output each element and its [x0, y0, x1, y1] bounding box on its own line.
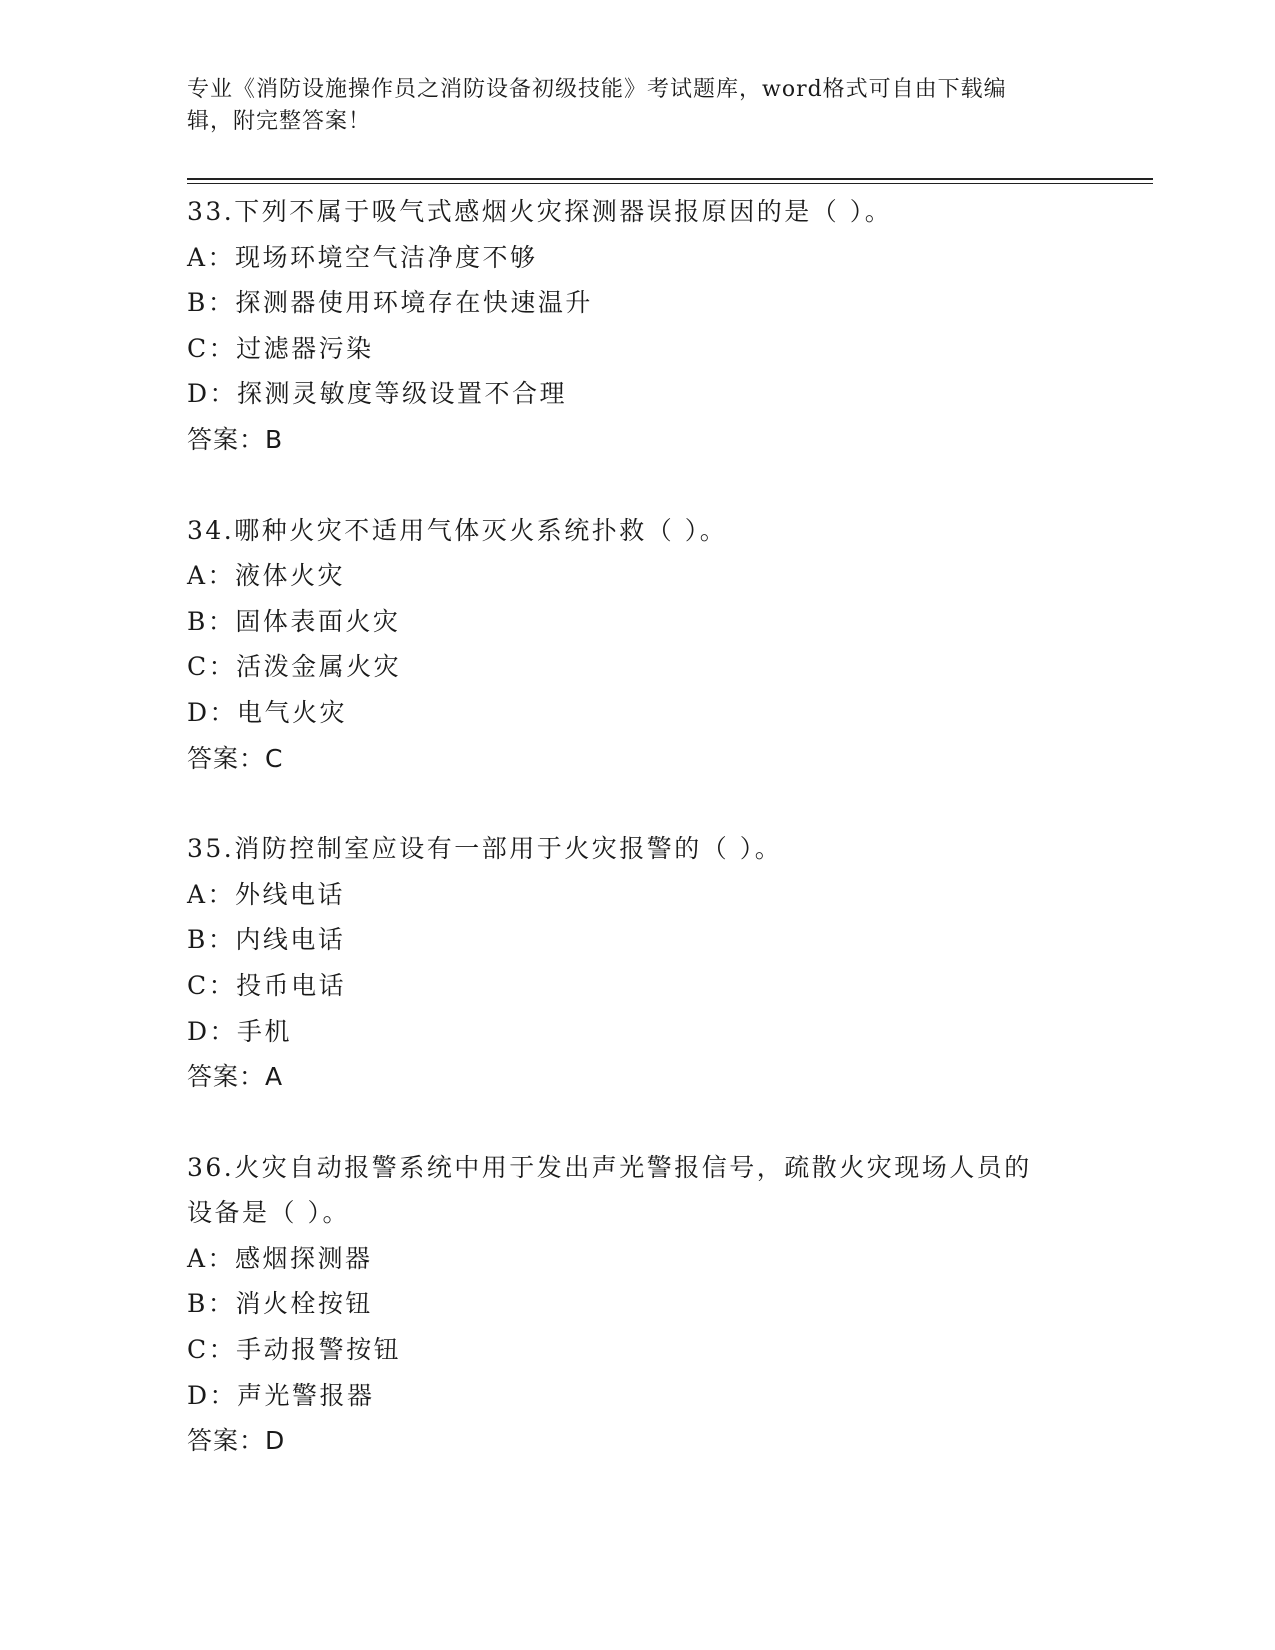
answer-line: 答案：D	[187, 1426, 286, 1456]
option-b: B：探测器使用环境存在快速温升	[187, 288, 593, 318]
option-d: D：声光警报器	[187, 1380, 375, 1410]
question-34	[187, 508, 1087, 782]
question-stem-continued: 设备是（ ）。	[187, 1198, 350, 1228]
header-divider-thin	[187, 183, 1153, 184]
answer-line: 答案：A	[187, 1062, 284, 1092]
option-b: B：消火栓按钮	[187, 1289, 373, 1319]
question-33	[187, 189, 1087, 463]
option-b: B：内线电话	[187, 925, 346, 955]
option-a: A：现场环境空气洁净度不够	[187, 242, 538, 272]
question-stem: 35.消防控制室应设有一部用于火灾报警的（ ）。	[187, 834, 783, 864]
question-stem: 33.下列不属于吸气式感烟火灾探测器误报原因的是（ ）。	[187, 197, 893, 226]
answer-line: 答案：C	[187, 743, 284, 773]
question-36	[187, 1145, 1087, 1464]
option-a: A：液体火灾	[187, 561, 346, 591]
answer-line: 答案：B	[187, 424, 284, 454]
option-a: A：感烟探测器	[187, 1243, 373, 1273]
header-line-1: 专业《消防设施操作员之消防设备初级技能》考试题库，word格式可自由下载编	[187, 77, 1007, 102]
option-b: B：固体表面火灾	[187, 606, 401, 636]
question-list	[187, 189, 1087, 1464]
question-stem: 36.火灾自动报警系统中用于发出声光警报信号，疏散火灾现场人员的	[187, 1152, 1032, 1182]
document-header	[187, 74, 1087, 138]
header-line-2: 辑，附完整答案！	[187, 109, 372, 134]
option-d: D：手机	[187, 1016, 293, 1046]
question-35	[187, 826, 1087, 1100]
option-a: A：外线电话	[187, 879, 346, 909]
option-c: C：手动报警按钮	[187, 1335, 402, 1365]
question-stem: 34.哪种火灾不适用气体灭火系统扑救（ ）。	[187, 515, 728, 545]
option-c: C：活泼金属火灾	[187, 652, 402, 682]
header-divider-thick	[187, 178, 1153, 180]
option-c: C：投币电话	[187, 970, 347, 1000]
option-c: C：过滤器污染	[187, 333, 374, 363]
option-d: D：电气火灾	[187, 697, 348, 727]
option-d: D：探测灵敏度等级设置不合理	[187, 379, 568, 409]
